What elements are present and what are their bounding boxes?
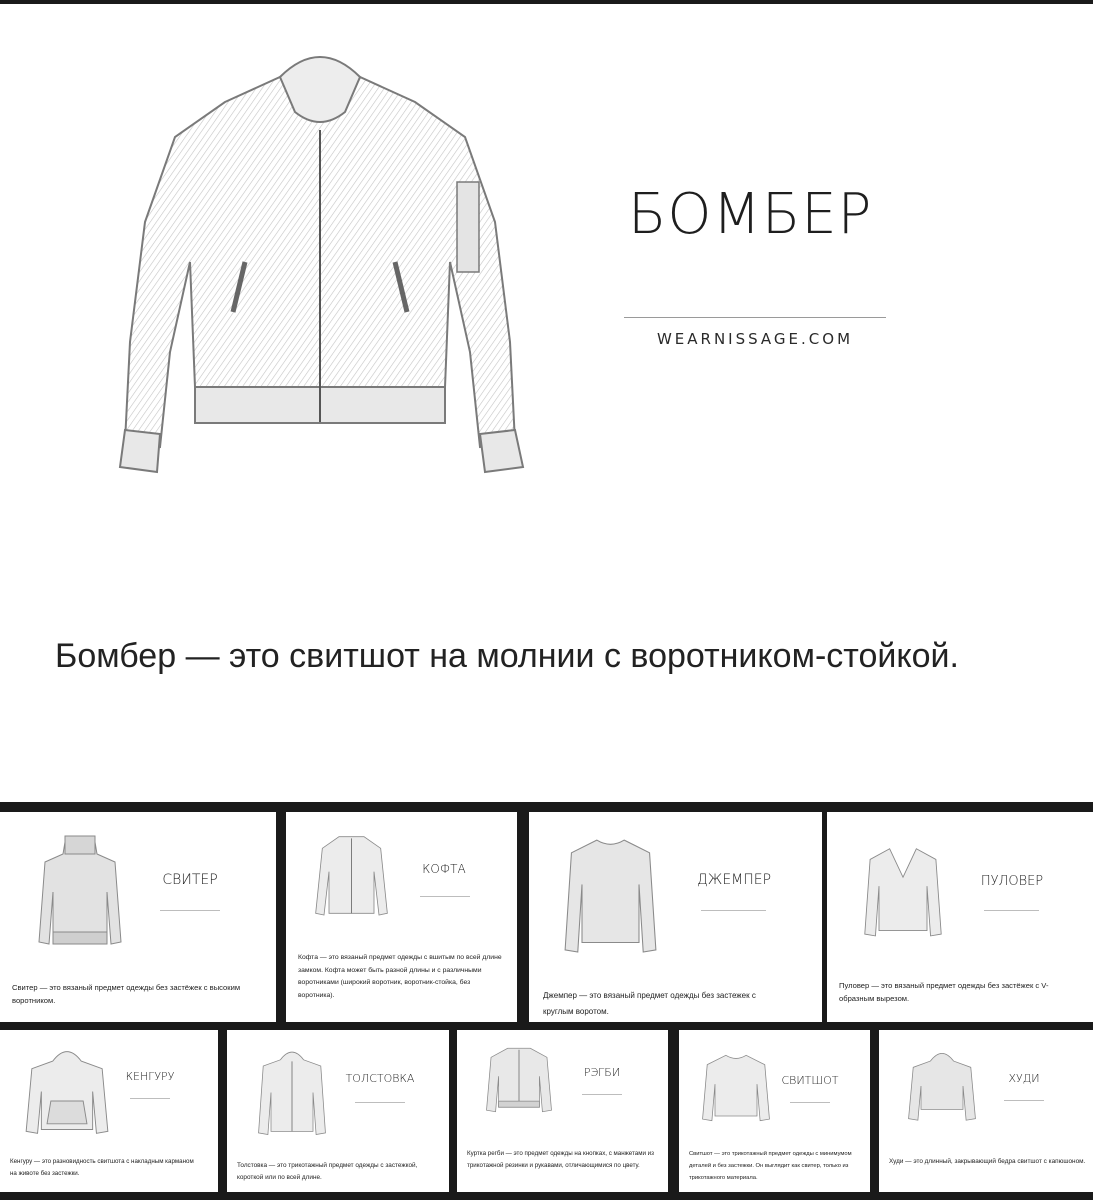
- rugby-jacket-illustration: [485, 1040, 553, 1120]
- card-description: Джемпер — это вязаный предмет одежды без застежек с круглым воротом.: [543, 991, 756, 1016]
- card-sviter: [0, 812, 276, 1022]
- jumper-illustration: [563, 830, 658, 960]
- card-tolstovka: [227, 1030, 449, 1192]
- card-divider: [984, 910, 1039, 911]
- card-regbi: [457, 1030, 668, 1192]
- sweater-illustration: [35, 832, 125, 952]
- card-title: ХУДИ: [1008, 1072, 1040, 1085]
- card-description: Кенгуру — это разновидность свитшота с накладным карманом на животе без застежки.: [10, 1158, 194, 1177]
- card-description: Свитшот — это трикотажный предмет одежды с минимумом деталей и без застежки. Он выглядит как свитер, только из трикотажного материала.: [689, 1151, 852, 1181]
- zip-hoodie-illustration: [257, 1040, 327, 1145]
- hero-description: Бомбер — это свитшот на молнии с воротником-стойкой.: [55, 637, 959, 675]
- kangaroo-hoodie-illustration: [24, 1044, 110, 1139]
- card-divider: [701, 910, 766, 911]
- card-divider: [790, 1102, 830, 1103]
- card-kofta: [286, 812, 517, 1022]
- card-description: Кофта — это вязаный предмет одежды с вшитым по всей длине замком. Кофта может быть разной длины и с различными воротниками (широкий воротник, воротник-стойка, без воротника).: [298, 954, 502, 999]
- card-kenguru: [0, 1030, 218, 1192]
- pullover-illustration: [863, 840, 943, 950]
- card-description: Куртка регби — это предмет одежды на кнопках, с манжетами из трикотажной резинки и рукавами, отличающимися по цвету.: [467, 1150, 654, 1169]
- card-pulover: [827, 812, 1093, 1022]
- card-title: КЕНГУРУ: [125, 1070, 175, 1083]
- card-title: КОФТА: [422, 862, 466, 876]
- hero-card: [0, 4, 1093, 802]
- card-description: Худи — это длинный, закрывающий бедра свитшот с капюшоном.: [889, 1158, 1086, 1165]
- card-title: ПУЛОВЕР: [980, 874, 1044, 889]
- hero-divider: [624, 317, 886, 318]
- card-title: ДЖЕМПЕР: [696, 872, 772, 888]
- card-description: Свитер — это вязаный предмет одежды без застёжек с высоким воротником.: [12, 983, 241, 1005]
- cardigan-illustration: [314, 830, 389, 930]
- card-divider: [355, 1102, 405, 1103]
- card-title: СВИТШОТ: [781, 1074, 839, 1087]
- hoodie-illustration: [907, 1046, 977, 1126]
- card-title: РЭГБИ: [583, 1066, 621, 1079]
- card-dzhemper: [529, 812, 822, 1022]
- sweatshirt-illustration: [701, 1048, 771, 1128]
- card-hudi: [879, 1030, 1093, 1192]
- card-divider: [420, 896, 470, 897]
- card-description: Толстовка — это трикотажный предмет одежды с застежкой, короткой или по всей длине.: [237, 1162, 418, 1181]
- card-svitshot: [679, 1030, 870, 1192]
- hero-title: БОМБЕР: [628, 182, 873, 247]
- card-divider: [582, 1094, 622, 1095]
- card-description: Пуловер — это вязаный предмет одежды без застёжек с V-образным вырезом.: [839, 981, 1049, 1003]
- card-divider: [1004, 1100, 1044, 1101]
- card-title: ТОЛСТОВКА: [345, 1072, 415, 1085]
- card-divider: [130, 1098, 170, 1099]
- hero-site-label: WEARNISSAGE.COM: [656, 330, 854, 348]
- card-divider: [160, 910, 220, 911]
- card-title: СВИТЕР: [162, 872, 218, 888]
- bomber-jacket-illustration: [105, 42, 540, 492]
